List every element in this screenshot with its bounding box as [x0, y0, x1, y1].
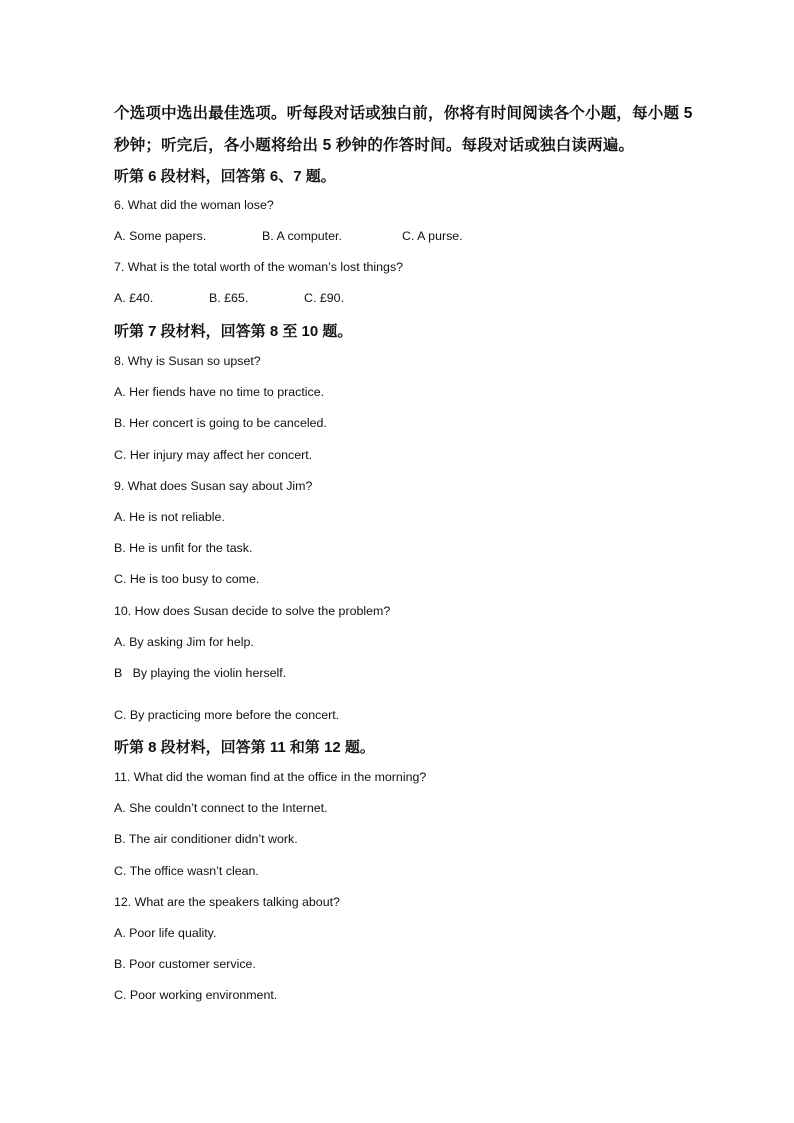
question-6: 6. What did the woman lose? [114, 198, 274, 212]
question-10: 10. How does Susan decide to solve the problem? [114, 604, 391, 618]
question-12: 12. What are the speakers talking about? [114, 895, 340, 909]
question-8: 8. Why is Susan so upset? [114, 354, 261, 368]
question-8-option-b[interactable]: B. Her concert is going to be canceled. [114, 416, 327, 430]
question-9-option-b[interactable]: B. He is unfit for the task. [114, 541, 253, 555]
question-9: 9. What does Susan say about Jim? [114, 479, 313, 493]
question-12-option-b[interactable]: B. Poor customer service. [114, 957, 256, 971]
question-11-option-b[interactable]: B. The air conditioner didn’t work. [114, 832, 298, 846]
question-10-option-c[interactable]: C. By practicing more before the concert. [114, 708, 340, 722]
question-6-option-c[interactable]: C. A purse. [402, 229, 463, 243]
question-9-option-c[interactable]: C. He is too busy to come. [114, 572, 260, 586]
section-heading-6: 听第 6 段材料，回答第 6、7 题。 [114, 168, 336, 185]
instructions-line-1: 个选项中选出最佳选项。听每段对话或独白前，你将有时间阅读各个小题，每小题 5 [114, 105, 693, 122]
question-6-option-a[interactable]: A. Some papers. [114, 229, 207, 243]
question-12-option-a[interactable]: A. Poor life quality. [114, 926, 217, 940]
section-heading-7: 听第 7 段材料，回答第 8 至 10 题。 [114, 323, 353, 340]
question-11-option-a[interactable]: A. She couldn’t connect to the Internet. [114, 801, 328, 815]
question-6-option-b[interactable]: B. A computer. [262, 229, 342, 243]
question-7-option-b[interactable]: B. £65. [209, 291, 249, 305]
section-heading-8: 听第 8 段材料，回答第 11 和第 12 题。 [114, 739, 375, 756]
question-9-option-a[interactable]: A. He is not reliable. [114, 510, 225, 524]
question-7-option-a[interactable]: A. £40. [114, 291, 154, 305]
question-8-option-c[interactable]: C. Her injury may affect her concert. [114, 448, 313, 462]
question-10-option-a[interactable]: A. By asking Jim for help. [114, 635, 254, 649]
question-8-option-a[interactable]: A. Her fiends have no time to practice. [114, 385, 325, 399]
question-7: 7. What is the total worth of the woman’s lost things? [114, 260, 404, 274]
question-11: 11. What did the woman find at the office in the morning? [114, 770, 427, 784]
question-7-option-c[interactable]: C. £90. [304, 291, 344, 305]
question-12-option-c[interactable]: C. Poor working environment. [114, 988, 278, 1002]
question-10-option-b[interactable]: B By playing the violin herself. [114, 666, 287, 680]
question-11-option-c[interactable]: C. The office wasn’t clean. [114, 864, 259, 878]
instructions-line-2: 秒钟；听完后，各小题将给出 5 秒钟的作答时间。每段对话或独白读两遍。 [114, 137, 635, 154]
